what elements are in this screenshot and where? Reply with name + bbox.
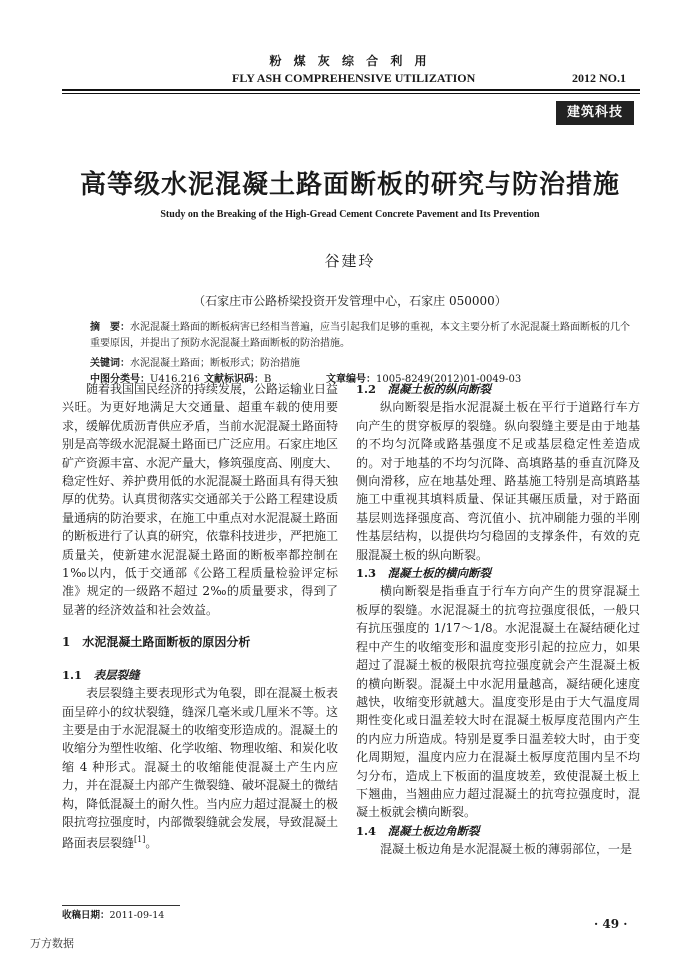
section-1-2-paragraph: 纵向断裂是指水泥混凝土板在平行于道路行车方向产生的贯穿板厚的裂缝。纵向裂缝主要是由于地基的不均匀沉降或路基强度不足或基层稳定性差造成的。对于地基的不均匀沉降、高填路基的垂直沉降及侧向滑移，应在地基处理、路基施工特别是高填路基施工中重视其填料质量、保证其碾压质量，对于路面基层则选择强度高、弯沉值小、抗冲刷能力强的半刚性基层结构，以提供均匀稳固的支撑条件，有效的克服混凝土板的纵向断裂。	[356, 400, 640, 562]
clc-value: U416.216	[150, 374, 200, 385]
doc-code-label: 文献标识码：	[204, 374, 264, 385]
received-label: 收稿日期：	[62, 910, 110, 921]
section-1-2-number: 1.2	[356, 382, 377, 396]
clc-label: 中图分类号：	[90, 374, 150, 385]
section-1-4-paragraph: 混凝土板边角是水泥混凝土板的薄弱部位，一是	[380, 842, 633, 857]
section-1-1-end: 。	[145, 836, 158, 851]
abstract-text: 水泥混凝土路面的断板病害已经相当普遍，应当引起我们足够的重视，本文主要分析了水泥混凝土路面断板的几个重要原因，并提出了预防水泥混凝土路面断板的防治措施。	[90, 322, 630, 349]
keywords-label: 关键词：	[90, 358, 130, 369]
journal-name-en: FLY ASH COMPREHENSIVE UTILIZATION	[232, 71, 476, 85]
section-1-4-title: 混凝土板边角断裂	[387, 823, 480, 838]
issue-number: 2012 NO.1	[572, 71, 626, 85]
section-1-1-paragraph	[62, 684, 338, 853]
article-no-label: 文章编号：	[326, 374, 376, 385]
article-title: 高等级水泥混凝土路面断板的研究与防治措施	[79, 170, 620, 200]
section-1-4-heading	[356, 822, 640, 840]
section-1-1-heading	[62, 666, 338, 684]
section-1-2-title: 混凝土板的纵向断裂	[387, 382, 492, 396]
received-date	[62, 907, 164, 921]
section-banner: 建筑科技	[556, 101, 634, 125]
section-1-1-title: 表层裂缝	[93, 667, 140, 682]
section-1-3-paragraph: 横向断裂是指垂直于行车方向产生的贯穿混凝土板厚的裂缝。水泥混凝土的抗弯拉强度很低，一般只有抗压强度的 1/17～1/8。水泥混凝土在凝结硬化过程中产生的收缩变形和温度变形引起的拉应力，如果超过了混凝土板的极限抗弯拉强度就会产生混凝土板的横向断裂。混凝土中水泥用量越高，凝结硬化速度越快，收缩变形就越大。温度变形是由于大气温度周期性变化或日温差较大时在混凝土板厚度范围内产生的内应力所造成。特别是夏季日温差较大时，由于变化周期短，温度内应力在混凝土板厚度范围内呈不均匀分布，造成上下板面的温度坡差，致使混凝土板上下翘曲，当翘曲应力超过混凝土的抗弯拉强度时，混凝土板就会横向断裂。	[356, 584, 640, 820]
header-rule-thin	[62, 93, 640, 94]
footnote-rule	[62, 905, 180, 906]
section-1-3-title: 混凝土板的横向断裂	[387, 566, 492, 581]
section-1-3-heading	[356, 564, 640, 582]
keywords	[90, 354, 300, 369]
section-1-4-number: 1.4	[356, 823, 377, 838]
article-title-en: Study on the Breaking of the High-Gread Cement Concrete Pavement and Its Prevention	[160, 209, 540, 220]
right-column	[356, 380, 640, 859]
abstract	[90, 320, 630, 352]
intro-paragraph: 随着我国国民经济的持续发展，公路运输业日益兴旺。为更好地满足大交通量、超重车载的使用要求，缓解优质沥青供应矛盾，当前水泥混凝土路面特别是高等级水泥混凝土路面已广泛应用。石家庄地区矿产资源丰富、水泥产量大，修筑强度高、刚度大、稳定性好、养护费用低的水泥混凝土路面具有得天独厚的优势。认真贯彻落实交通部关于公路工程建设质量通病的防治要求，在施工中重点对水泥混凝土路面的断板进行了认真的研究，依靠科技进步，严把施工质量关，使新建水泥混凝土路面的断板率都控制在 1‰以内，低于交通部《公路工程质量检验评定标准》规定的一级路不超过 2‰的质量要求，得到了显著的经济效益和社会效益。	[62, 382, 339, 617]
section-1-1-text: 表层裂缝主要表现形式为龟裂，即在混凝土板表面呈碎小的纹状裂缝，缝深几毫米或几厘米不等。这主要是由于水泥混凝土的收缩变形造成的。混凝土的收缩分为塑性收缩、化学收缩、物理收缩、和炭化收缩 4 种形式。混凝土的收缩能使混凝土产生内应力，并在混凝土内部产生微裂缝、破坏混凝土的微结构，降低混凝土的耐久性。当内应力超过混凝土的极限抗弯拉强度时，内部微裂缝就会发展，导致混凝土路面表层裂缝	[62, 686, 339, 851]
article-no-value: 1005-8249(2012)01-0049-03	[376, 374, 522, 385]
page-number: · 49 ·	[594, 917, 628, 931]
section-1-heading: 1 水泥混凝土路面断板的原因分析	[62, 635, 251, 650]
citation-ref[interactable]: [1]	[134, 835, 146, 845]
abstract-label: 摘 要：	[90, 322, 130, 333]
header-rule	[62, 89, 640, 91]
doc-code-value: B	[264, 374, 272, 385]
journal-name-cn: 粉 煤 灰 综 合 利 用	[269, 54, 431, 68]
section-1-2-heading	[356, 380, 640, 398]
watermark-text: 万方数据	[30, 937, 74, 950]
received-value: 2011-09-14	[109, 910, 165, 921]
left-column	[62, 380, 338, 853]
author: 谷建玲	[324, 252, 376, 270]
affiliation: （石家庄市公路桥梁投资开发管理中心，石家庄 050000）	[193, 294, 507, 308]
keywords-text: 水泥混凝土路面；断板形式；防治措施	[130, 358, 300, 369]
section-1-1-number: 1.1	[62, 667, 83, 682]
section-1-3-number: 1.3	[356, 566, 377, 581]
